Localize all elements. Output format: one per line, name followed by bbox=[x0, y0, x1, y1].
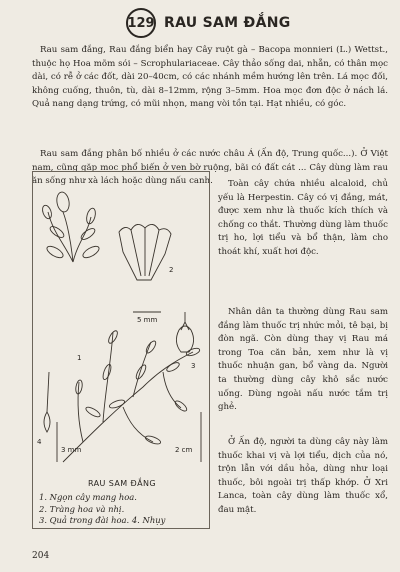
scale-label-3mm: 3 mm bbox=[61, 446, 82, 454]
figure-caption bbox=[39, 478, 205, 527]
label-4: 4 bbox=[37, 438, 42, 446]
scale-label-2cm: 2 cm bbox=[175, 446, 193, 454]
entry-number: 129 bbox=[127, 15, 155, 31]
scale-label-5mm: 5 mm bbox=[137, 316, 158, 324]
caption-item: 3. Quả trong đài hoa. 4. Nhụy bbox=[39, 515, 166, 526]
distribution-paragraph: Rau sam đắng phân bố nhiều ở các nước châu Á (Ấn độ, Trung quốc...). Ở Việt nam, cũng gặp mọc phổ biến ở ven bờ ruộng, bãi có đất cát ... Cây dùng làm rau ăn sống như xà lách hoặc dùng nấu canh. bbox=[32, 149, 388, 187]
entry-title: RAU SAM ĐẮNG bbox=[164, 15, 291, 31]
india-usage-paragraph: Ở Ấn độ, người ta dùng cây này làm thuốc khai vị và lợi tiểu, dịch của nó, trộn lẫn với dầu hỏa, dùng như loại thuốc, bôi ngoài trị thấp khớp. Ở Xri Lanca, toàn cây dùng làm thuốc xổ, đau mật. bbox=[218, 437, 388, 515]
caption-item: 2. Tràng hoa và nhị. bbox=[39, 503, 125, 514]
label-1: 1 bbox=[77, 354, 82, 362]
entry-header bbox=[126, 8, 291, 38]
usage-paragraph: Nhân dân ta thường dùng Rau sam đắng làm thuốc trị nhức mỏi, tê bại, bị đòn ngã. Còn dùng thay vị Rau má trong Toa căn bản, xem như là vị thuốc nhuận gan, bổ vàng da. Người ta thường dùng cây khô sắc nước uống. Dùng ngoài nấu nước tắm trị ghẻ. bbox=[218, 307, 388, 413]
caption-title: RAU SAM ĐẮNG bbox=[88, 479, 156, 488]
caption-item: 1. Ngọn cây mang hoa. bbox=[39, 491, 137, 502]
description-paragraph: Rau sam đắng, Rau đắng biển hay Cây ruột gà – Bacopa monnieri (L.) Wettst., thuộc họ Hoa mõm sói – Scrophulariaceae. Cây thảo sống dai, nhẵn, có thân mọc dài, có rễ ở các đốt, dài 20–40cm, có các nhánh mềm hướng lên trên. Lá mọc đối, không cuống, thuôn, tù, dài 8–12mm, rộng 3–5mm. Hoa mọc đơn độc ở nách lá. Quả nang dạng trứng, có mũi nhọn, mang vòi tồn tại. Hạt nhiều, có góc. bbox=[32, 45, 388, 110]
composition-paragraph: Toàn cây chứa nhiều alcaloid, chủ yếu là Herpestin. Cây có vị đắng, mát, được xem như là thuốc kích thích và chống co thắt. Thường dùng làm thuốc trị ho, lợi tiểu và bổ thận, làm cho thoát khí, xuất hơi độc. bbox=[218, 179, 388, 257]
entry-number-badge bbox=[126, 8, 156, 38]
botanical-illustration bbox=[32, 171, 210, 529]
page-number: 204 bbox=[32, 551, 50, 561]
label-3: 3 bbox=[191, 362, 196, 370]
label-2: 2 bbox=[169, 266, 174, 274]
plant-drawing bbox=[33, 172, 209, 472]
